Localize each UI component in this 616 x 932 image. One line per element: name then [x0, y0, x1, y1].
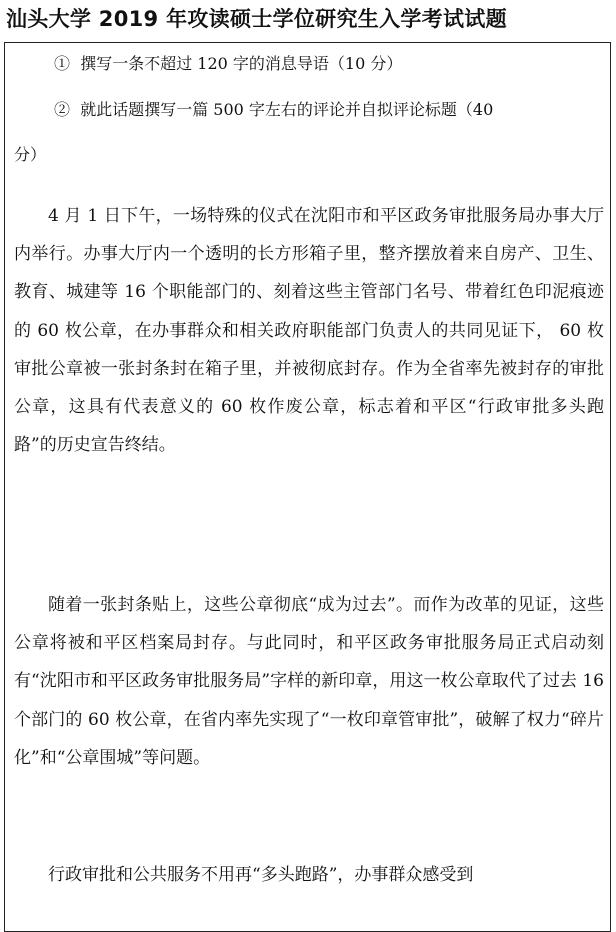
task-2-text: 就此话题撰写一篇 500 字左右的评论并自拟评论标题（40	[80, 100, 494, 119]
question-frame	[4, 42, 611, 932]
article-paragraph-1: 4 月 1 日下午，一场特殊的仪式在沈阳市和平区政务审批服务局办事大厅内举行。办事大厅内一个透明的长方形箱子里，整齐摆放着来自房产、卫生、教育、城建等 16 个职能部门的、刻着这些主管部门名号、带着红色印泥痕迹的 60 枚公章，在办事群众和相关政府职能部门负责人的共同见证下， 60 枚审批公章被一张封条封在箱子里，并被彻底封存。作为全省率先被封存的审批公章，这具有代表意义的 60 枚作废公章，标志着和平区“行政审批多头跑路”的历史宣告终结。	[14, 206, 604, 456]
task-1	[54, 52, 402, 76]
article-paragraph-2: 随着一张封条贴上，这些公章彻底“成为过去”。而作为改革的见证，这些公章将被和平区档案局封存。与此同时，和平区政务审批服务局正式启动刻有“沈阳市和平区政务审批服务局”字样的新印章，用这一枚公章取代了过去 16 个部门的 60 枚公章，在省内率先实现了“一枚印章管审批”，破解了权力“碎片化”和“公章围城”等问题。	[14, 595, 604, 768]
task-2-continuation: 分）	[14, 145, 47, 164]
task-2	[54, 98, 493, 122]
article-paragraph-3: 行政审批和公共服务不用再“多头跑路”，办事群众感受到	[48, 865, 474, 885]
task-1-mark: ①	[54, 54, 71, 73]
task-2-mark: ②	[54, 100, 71, 119]
exam-title: 汕头大学 2019 年攻读硕士学位研究生入学考试试题	[6, 7, 507, 31]
task-1-text: 撰写一条不超过 120 字的消息导语（10 分）	[80, 54, 403, 73]
